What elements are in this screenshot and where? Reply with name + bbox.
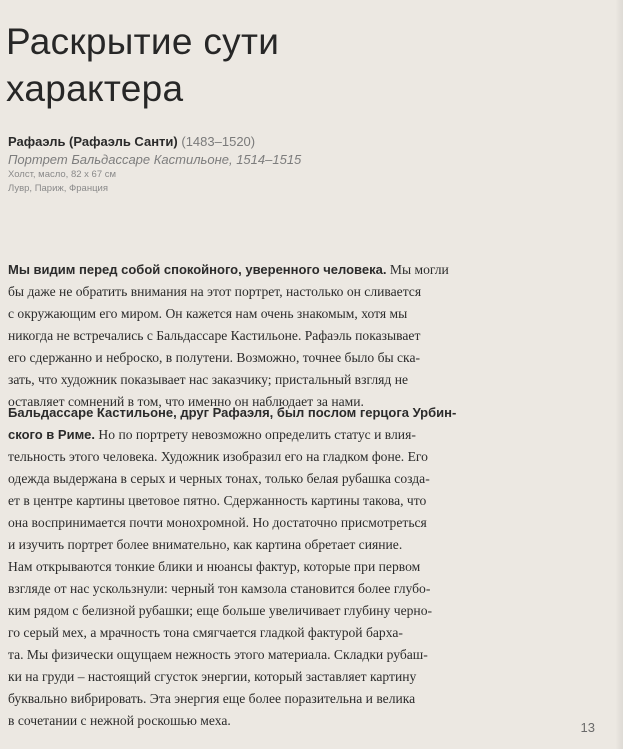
paragraph-2-lead: Бальдассаре Кастильоне, друг Рафаэля, был послом герцога Урбин- (8, 405, 457, 420)
paragraph-2-line: ет в центре картины цветовое пятно. Сдержанность картины такова, что (8, 493, 427, 508)
paragraph-2-line (8, 402, 608, 424)
paragraph-2-line: го серый мех, а мрачность тона смягчается гладкой фактурой барха- (8, 625, 403, 640)
paragraph-1-line-rest: Мы могли (386, 262, 449, 277)
paragraph-2-line: в сочетании с нежной роскошью меха. (8, 713, 231, 728)
paragraph-1-line: с окружающим его миром. Он кажется нам очень знакомым, хотя мы (8, 306, 408, 321)
artwork-author: Рафаэль (Рафаэль Санти) (8, 134, 178, 149)
artwork-title: Портрет Бальдассаре Кастильоне, 1514–1515 (8, 152, 302, 167)
artwork-location: Лувр, Париж, Франция (8, 183, 108, 194)
title-line-1: Раскрытие сути (6, 21, 280, 62)
paragraph-1-line (8, 259, 608, 281)
paragraph-2-line: одежда выдержана в серых и черных тонах, только белая рубашка созда- (8, 471, 430, 486)
page-title (6, 18, 279, 112)
paragraph-2-line: взгляде от нас ускользнули: черный тон камзола становится более глубо- (8, 581, 431, 596)
paragraph-1-line: никогда не встречались с Бальдассаре Кастильоне. Рафаэль показывает (8, 328, 421, 343)
paragraph-2-line-rest: Но по портрету невозможно определить статус и влия- (95, 427, 416, 442)
title-line-2: характера (6, 68, 184, 109)
paragraph-2-line (8, 424, 608, 446)
page-number: 13 (580, 720, 595, 735)
paragraph-2-line: ки на груди – настоящий сгусток энергии, который заставляет картину (8, 669, 417, 684)
artwork-medium: Холст, масло, 82 x 67 см (8, 169, 117, 180)
paragraph-2-line: буквально вибрировать. Эта энергия еще более поразительна и велика (8, 691, 416, 706)
paragraph-1-line: бы даже не обратить внимания на этот портрет, настолько он сливается (8, 284, 422, 299)
paragraph-2-lead: ского в Риме. (8, 427, 96, 442)
body-paragraph-1 (8, 259, 608, 413)
artwork-years: (1483–1520) (181, 134, 256, 149)
paragraph-1-line: его сдержанно и неброско, в полутени. Возможно, точнее было бы ска- (8, 350, 421, 365)
artwork-author-line (8, 133, 301, 151)
paragraph-1-lead: Мы видим перед собой спокойного, уверенного человека. (8, 262, 387, 277)
paragraph-2-line: Нам открываются тонкие блики и нюансы фактур, которые при первом (8, 559, 421, 574)
paragraph-2-line: и изучить портрет более внимательно, как картина обретает сияние. (8, 537, 403, 552)
page-edge-shade (615, 0, 623, 749)
paragraph-2-line: тельность этого человека. Художник изобразил его на гладком фоне. Его (8, 449, 428, 464)
paragraph-1-line: оставляет сомнений в том, что именно он наблюдает за нами. (8, 394, 364, 409)
paragraph-2-line: та. Мы физически ощущаем нежность этого материала. Складки рубаш- (8, 647, 428, 662)
paragraph-2-line: ким рядом с белизной рубашки; еще больше увеличивает глубину черно- (8, 603, 433, 618)
artwork-caption (8, 133, 301, 196)
body-paragraph-2 (8, 402, 608, 732)
paragraph-2-line: она воспринимается почти монохромной. Но достаточно присмотреться (8, 515, 427, 530)
paragraph-1-line: зать, что художник показывает нас заказчику; пристальный взгляд не (8, 372, 408, 387)
